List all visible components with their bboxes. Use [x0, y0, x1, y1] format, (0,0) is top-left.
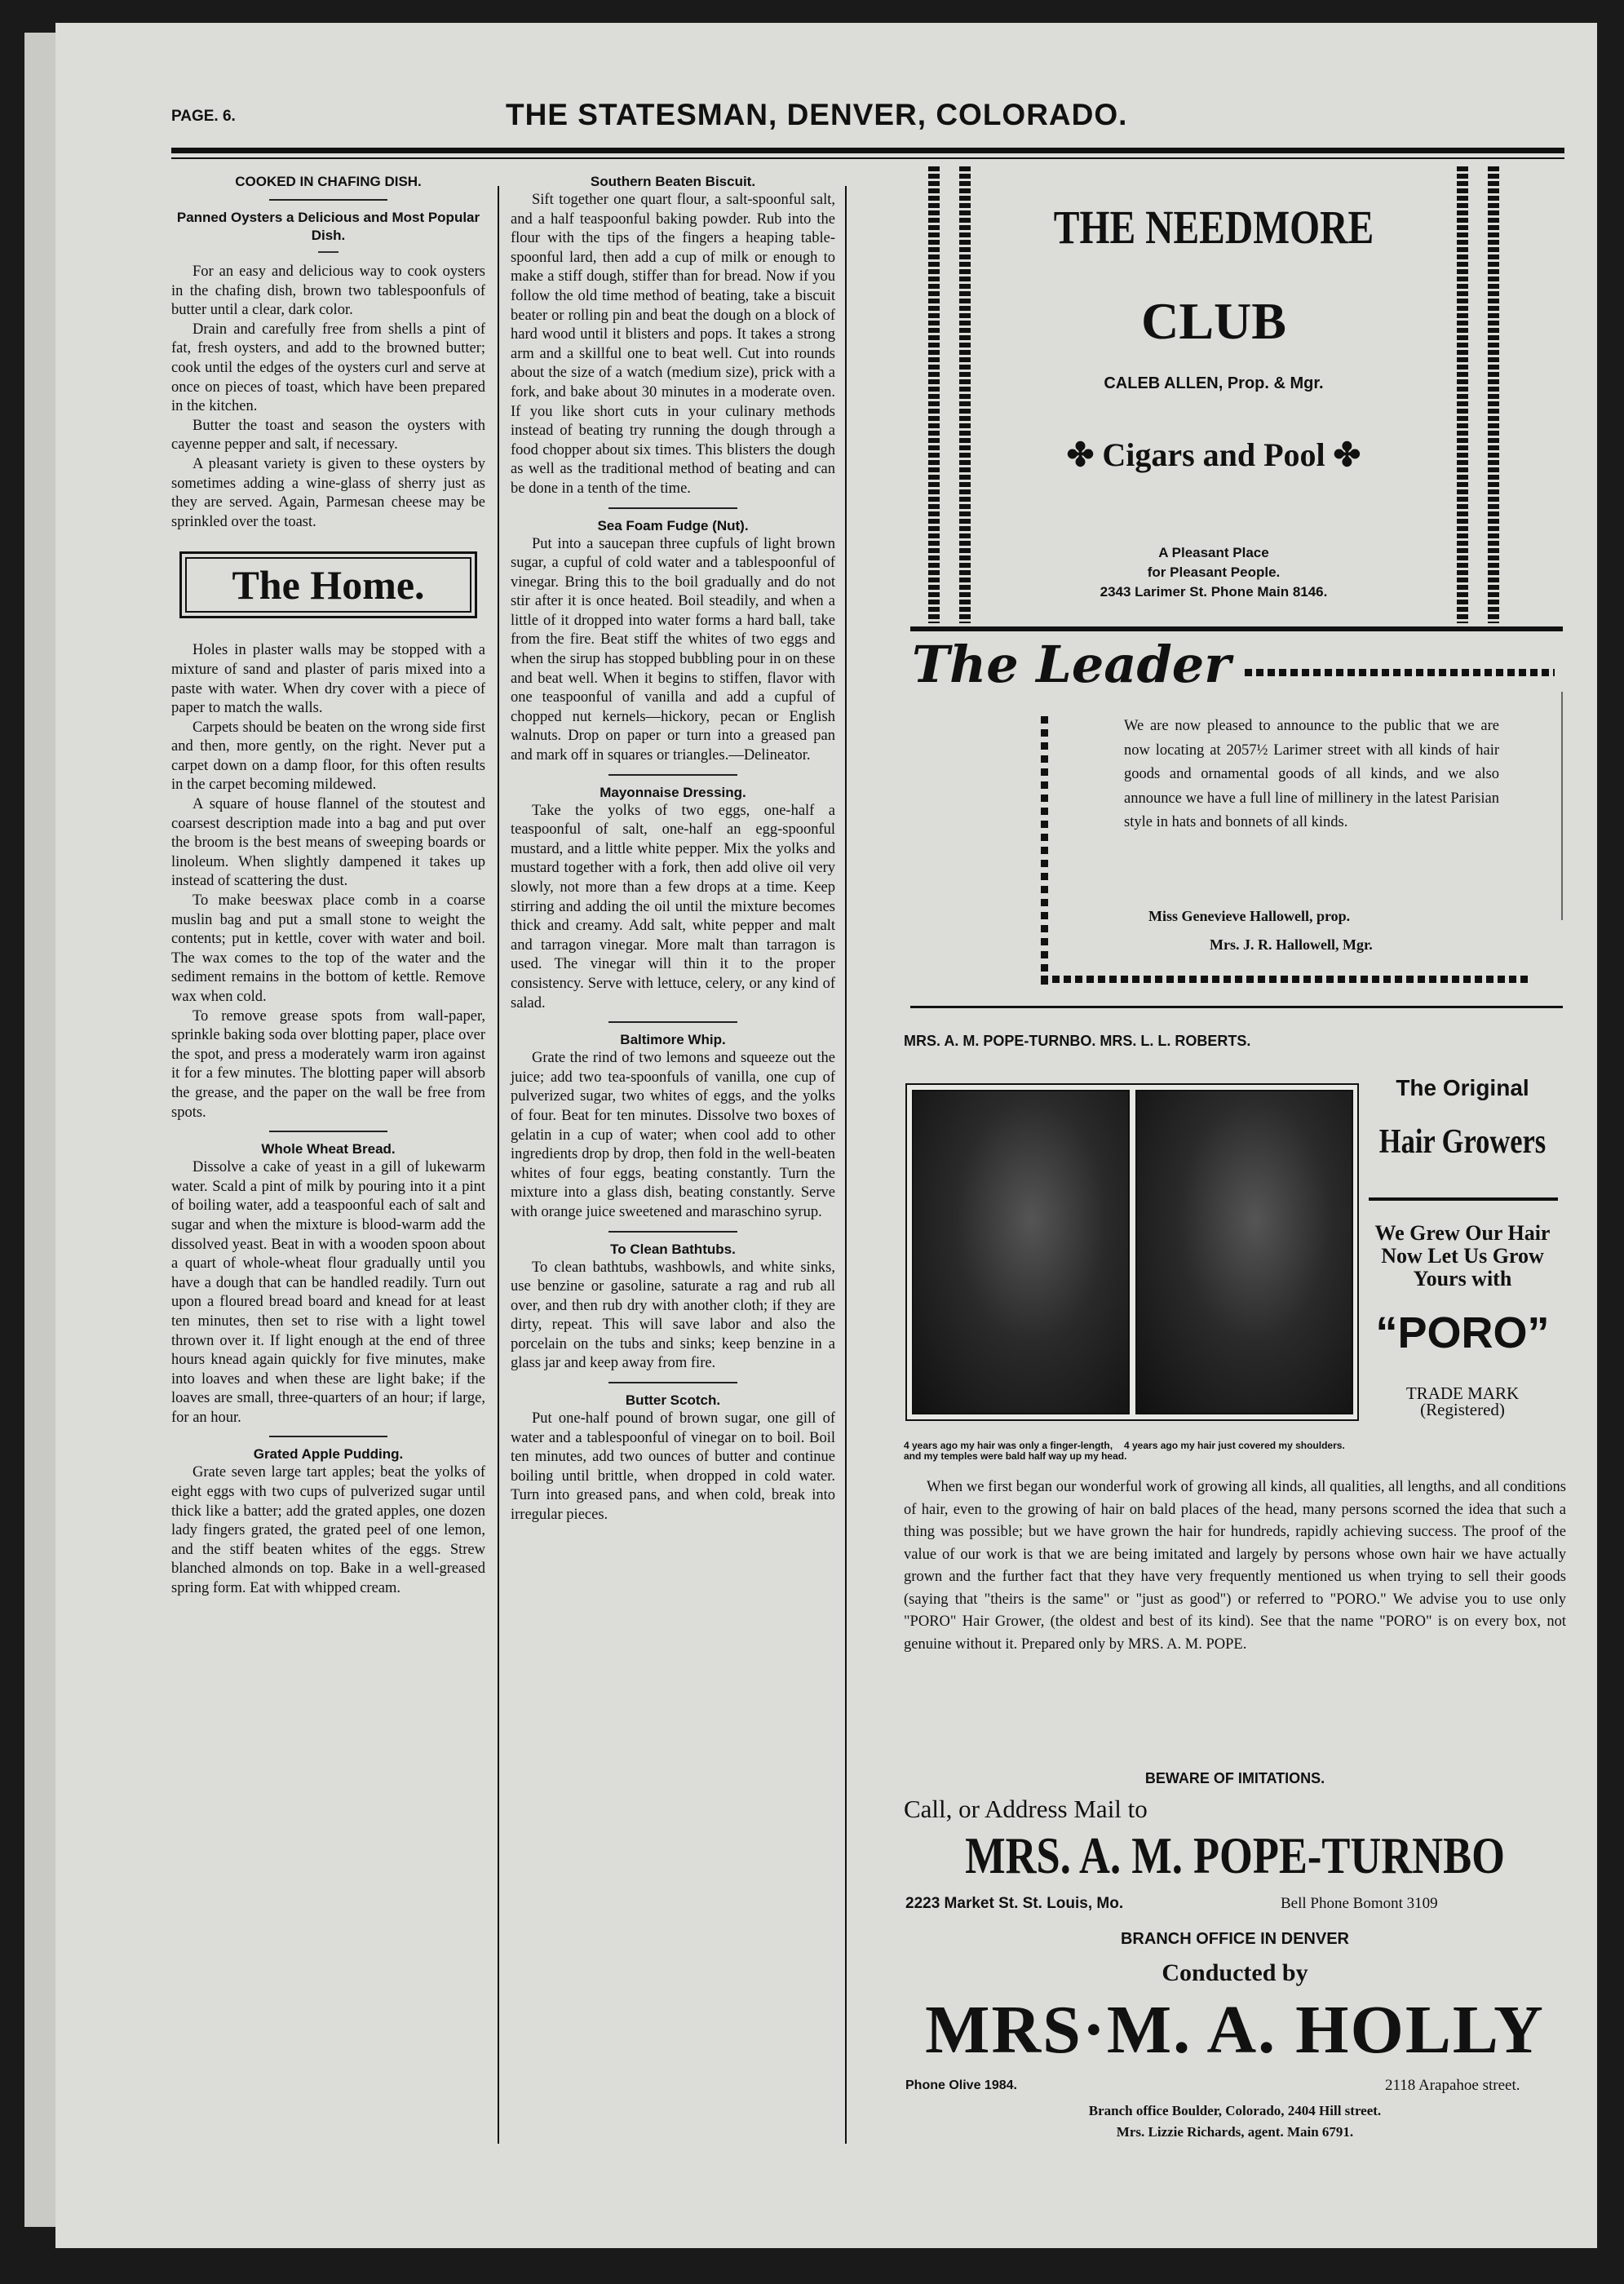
poro-branch: BRANCH OFFICE IN DENVER [1120, 1930, 1349, 1948]
after-photo [1135, 1090, 1353, 1414]
needmore-line1: THE NEEDMORE [1053, 201, 1374, 254]
dotted-border [1245, 669, 1555, 676]
column-1 [171, 170, 485, 1599]
poro-call: Call, or Address Mail to [904, 1795, 1148, 1823]
paragraph: Carpets should be beaten on the wrong side first and then, more gently, on the right. Never put a carpet down on a damp floor, for this often results in the carpet becoming mildewed. [171, 719, 485, 794]
ad-rule [910, 626, 1563, 631]
masthead-title: THE STATESMAN, DENVER, COLORADO. [506, 98, 1128, 131]
paragraph: Drain and carefully free from shells a pint of fat, fresh oysters, and add to the browned butter; cook until the edges of the oysters curl and serve at once on pieces of toast, which have been prepared in the kitchen. [171, 321, 485, 415]
divider [1369, 1197, 1558, 1201]
newspaper-page [55, 23, 1597, 2248]
poro-original: The Original [1396, 1075, 1529, 1100]
needmore-line2: CLUB [1141, 292, 1286, 350]
poro-big-name: MRS. A. M. POPE-TURNBO [965, 1826, 1505, 1884]
paragraph: To clean bathtubs, washbowls, and white sinks, use benzine or gasoline, saturate a rag and rub all over, and then rub dry with another cloth; if they are dirty, repeat. This will save labor and also the porcelain on the tubs and sinks; keep benzine in a glass jar and keep away from fire. [511, 1259, 835, 1372]
border-line [1561, 692, 1563, 920]
article-title: Butter Scotch. [625, 1392, 721, 1409]
caption-right: 4 years ago my hair just covered my shoulders. [1124, 1440, 1345, 1451]
poro-tm: TRADE MARK [1405, 1383, 1520, 1403]
poro-hair-growers: Hair Growers [1378, 1123, 1547, 1161]
article-title: Baltimore Whip. [620, 1032, 726, 1048]
fleuron-icon: ✤ [1333, 436, 1361, 473]
paragraph: Sift together one quart flour, a salt-spoonful salt, and a half teaspoonful baking powder. Rub into the flour with the tips of the fingers a heaping table-spoonful lard, then add a cup of milk or enough to make a stiff dough, stiffer than for bread. Now if you follow the old time method of beating, take a biscuit beater or rolling pin and beat the dough on a block of hard wood until it blisters and pops. It takes a strong arm and a skillful one to beat well. Cut into rounds about the size of a watch (medium size), prick with a fork, and bake about 30 minutes in a moderate oven. If you like short cuts in your culinary methods instead of beating try running the dough through a food chopper about six times. This blisters the dough as well as the traditional method of beating and can be done in a tenth of the time. [511, 192, 835, 497]
leader-title: The Leader [912, 635, 1231, 694]
before-photo [912, 1090, 1130, 1414]
divider [269, 199, 387, 201]
paragraph: A square of house flannel of the stoutest and coarsest description made into a bag and put over the broom is the best means of sweeping boards or linoleum. When slightly dampened it takes up instead of scattering the dust. [171, 796, 485, 890]
masthead-rule-thin [171, 157, 1564, 159]
page-number: PAGE. 6. [171, 108, 236, 125]
paragraph: Grate seven large tart apples; beat the yolks of eight eggs with two cups of pulverized sugar until thick like a batter; add the grated apples, one dozen lady fingers grated, the grated peel of one lemon, and the stiff beaten whites of the eggs. Strew blanched almonds on top. Bake in a well-greased spring form. Eat with whipped cream. [171, 1464, 485, 1597]
poro-holly: MRS·M. A. HOLLY [925, 1992, 1545, 2068]
dotted-border [1041, 716, 1048, 985]
paragraph: Dissolve a cake of yeast in a gill of lukewarm water. Scald a pint of milk by pouring into it a pint of boiling water, add a teaspoonful each of salt and sugar and when the mixture is blood-warm add the dissolved yeast. Beat in with a wooden spoon about a quart of whole-wheat flour gradually until you have a dough that can be handled readily. Turn out upon a floured bread board and knead for at least ten minutes, then set to rise with a light towel thrown over it. If light enough at the end of three hours knead again quickly for five minutes, make into loaves and when these are light bake; if the loaves are small, three-quarters of an hour; if large, for an hour. [171, 1159, 485, 1426]
needmore-address: 2343 Larimer St. Phone Main 8146. [1100, 584, 1328, 600]
poro-names: MRS. A. M. POPE-TURNBO. MRS. L. L. ROBERTS. [904, 1033, 1251, 1049]
poro-boulder: Branch office Boulder, Colorado, 2404 Hill street. [1088, 2103, 1382, 2118]
paragraph: For an easy and delicious way to cook oysters in the chafing dish, brown two tablespoonfuls of butter until a clear, dark color. [171, 263, 485, 319]
needmore-tag2: for Pleasant People. [1147, 564, 1281, 580]
fleuron-icon: ✤ [1066, 436, 1095, 473]
divider [608, 1021, 737, 1023]
column-rule [498, 186, 499, 2144]
leader-body: We are now pleased to announce to the public that we are now locating at 2057½ Larimer street with all kinds of hair goods and ornamental goods of all kinds, and we also announce we have a full line of millinery in the latest Parisian style in hats and bonnets of all kinds. [1124, 718, 1499, 830]
poro-phone: Phone Olive 1984. [905, 2078, 1017, 2092]
paragraph: Holes in plaster walls may be stopped with a mixture of sand and plaster of paris mixed into a paste with water. When dry cover with a piece of paper to match the walls. [171, 642, 485, 717]
paragraph: To remove grease spots from wall-paper, sprinkle baking soda over blotting paper, place over the spot, and press a moderately warm iron against it for a few minutes. The blotting paper will absorb the grease, and the paper on the wall be free from spots. [171, 1007, 485, 1121]
poro-slogan: We Grew Our Hair Now Let Us Grow Yours with [1374, 1221, 1551, 1290]
chain-border [959, 166, 971, 623]
leader-ad [910, 635, 1563, 1002]
needmore-tagline [977, 543, 1450, 602]
poro-trademark [1361, 1385, 1564, 1418]
paragraph: Put into a saucepan three cupfuls of light brown sugar, a cupful of cold water and a tablespoonful of vinegar. Bring this to the boil gradually and do not stir after it is once heated. Boil steadily, and when a little of it dropped into water forms a hard ball, take from the fire. Beat stiff the whites of two eggs and when the sirup has stopped bubbling pour in on these and beat well. When it begins to stiffen, flavor with one teaspoonful of vanilla and add a cupful of chopped nut kernels—hickory, pecan or English walnuts. Drop on paper or turn into a greased pan and mark off in squares or triangles.—Delineator. [511, 535, 835, 764]
poro-body: When we first began our wonderful work of growing all kinds, all qualities, all lengths, and all conditions of hair, even to the growing of hair on bald places of the head, many persons scorned the idea that such a thing was possible; but we have grown the hair for hundreds, rapidly achieving success. The proof of the value of our work is that we are being imitated and largely by persons whose own hair we have actually grown and the further fact that they have very frequently mentioned us when trying to sell their goods (saying that "theirs is the same" or "just as good") or referred to "PORO." We advise you to use only "PORO" Hair Grower, (the oldest and best of its kind). See that the name "PORO" is on every box, not genuine without it. Prepared only by MRS. A. M. POPE. [904, 1479, 1566, 1653]
needmore-club-ad [928, 166, 1499, 623]
article-title: Sea Foam Fudge (Nut). [597, 517, 749, 533]
article-title: Mayonnaise Dressing. [600, 784, 746, 800]
article-title: Panned Oysters a Delicious and Most Popular Dish. [176, 210, 480, 243]
poro-address-left: 2223 Market St. St. Louis, Mo. [905, 1895, 1124, 1912]
paragraph: Grate the rind of two lemons and squeeze out the juice; add two tea-spoonfuls of vanilla, one cup of pulverized sugar, two whites of eggs, and the yolks of four. Beat for ten minutes. Dissolve two boxes of gelatin in a cup of water; when cool add to other ingredients drop by drop, then fold in the well-beaten whites of four eggs, beating constantly. Turn the mixture into a glass dish, beating constantly. Serve with orange juice sweetened and maraschino syrup. [511, 1050, 835, 1220]
poro-brand: “PORO” [1375, 1308, 1550, 1357]
divider [608, 507, 737, 509]
article-title: To Clean Bathtubs. [610, 1241, 736, 1257]
column-2 [511, 170, 835, 1525]
article-title: Whole Wheat Bread. [261, 1141, 396, 1157]
leader-sig2: Mrs. J. R. Hallowell, Mgr. [1210, 936, 1373, 953]
ad-rule [910, 1006, 1563, 1008]
poro-beware: BEWARE OF IMITATIONS. [1144, 1770, 1325, 1786]
masthead-rule [171, 148, 1564, 153]
divider [608, 1382, 737, 1383]
home-banner [179, 551, 477, 618]
paragraph: A pleasant variety is given to these oysters by sometimes adding a wine-glass of sherry just as they are served. Again, Parmesan cheese may be sprinkled over the toast. [171, 455, 485, 530]
divider [318, 251, 339, 253]
paragraph: To make beeswax place comb in a coarse muslin bag and put a small stone to weight the contents; put in kettle, cover with water and boil. The wax comes to the top of the water and the sediment remains in the bottom of kettle. Remove wax when cold. [171, 892, 485, 1005]
divider [269, 1131, 387, 1132]
needmore-tag1: A Pleasant Place [1158, 545, 1269, 560]
needmore-proprietor: CALEB ALLEN, Prop. & Mgr. [1104, 374, 1324, 392]
home-title: The Home. [185, 557, 471, 613]
section-heading: COOKED IN CHAFING DISH. [235, 174, 422, 189]
dotted-border [1041, 976, 1530, 983]
paragraph: Put one-half pound of brown sugar, one gill of water and a tablespoonful of vinegar on to boil. Boil ten minutes, add two ounces of butter and continue boiling until brittle, when dropped in cold water. Turn into greased pans, and when cold, break into irregular pieces. [511, 1410, 835, 1524]
paragraph: Take the yolks of two eggs, one-half a teaspoonful of salt, one-half an egg-spoonful mustard, and a little white pepper. Mix the yolks and mustard together with a fork, then add olive oil very slowly, not more than a few drops at a time. Keep stirring and adding the oil until the mixture becomes thick and creamy. Add salt, white pepper and malt and tarragon vinegar. More malt than tarragon is used. The vinegar will thin it to the proper consistency. Serve with lettuce, celery, or any kind of salad. [511, 802, 835, 1011]
paragraph: Butter the toast and season the oysters with cayenne pepper and salt, if necessary. [171, 417, 485, 454]
poro-holly-address: 2118 Arapahoe street. [1385, 2077, 1520, 2094]
divider [269, 1436, 387, 1437]
poro-photo-frame [905, 1083, 1359, 1421]
poro-conducted: Conducted by [1162, 1959, 1308, 1986]
chain-border [1457, 166, 1468, 623]
poro-address-right: Bell Phone Bomont 3109 [1281, 1895, 1438, 1912]
page-edge-shadow [24, 33, 57, 2227]
chain-border [1488, 166, 1499, 623]
chain-border [928, 166, 940, 623]
column-rule [845, 186, 847, 2144]
leader-sig1: Miss Genevieve Hallowell, prop. [1148, 908, 1351, 924]
needmore-offer-text: Cigars and Pool [1102, 436, 1325, 473]
divider [608, 1231, 737, 1233]
poro-agent: Mrs. Lizzie Richards, agent. Main 6791. [1116, 2124, 1354, 2140]
needmore-offer [977, 436, 1450, 474]
article-title: Southern Beaten Biscuit. [590, 174, 756, 189]
divider [608, 774, 737, 776]
caption-left: 4 years ago my hair was only a finger-length, and my temples were bald half way up my head. [904, 1440, 1127, 1462]
article-title: Grated Apple Pudding. [253, 1446, 404, 1463]
poro-reg: (Registered) [1420, 1400, 1505, 1419]
